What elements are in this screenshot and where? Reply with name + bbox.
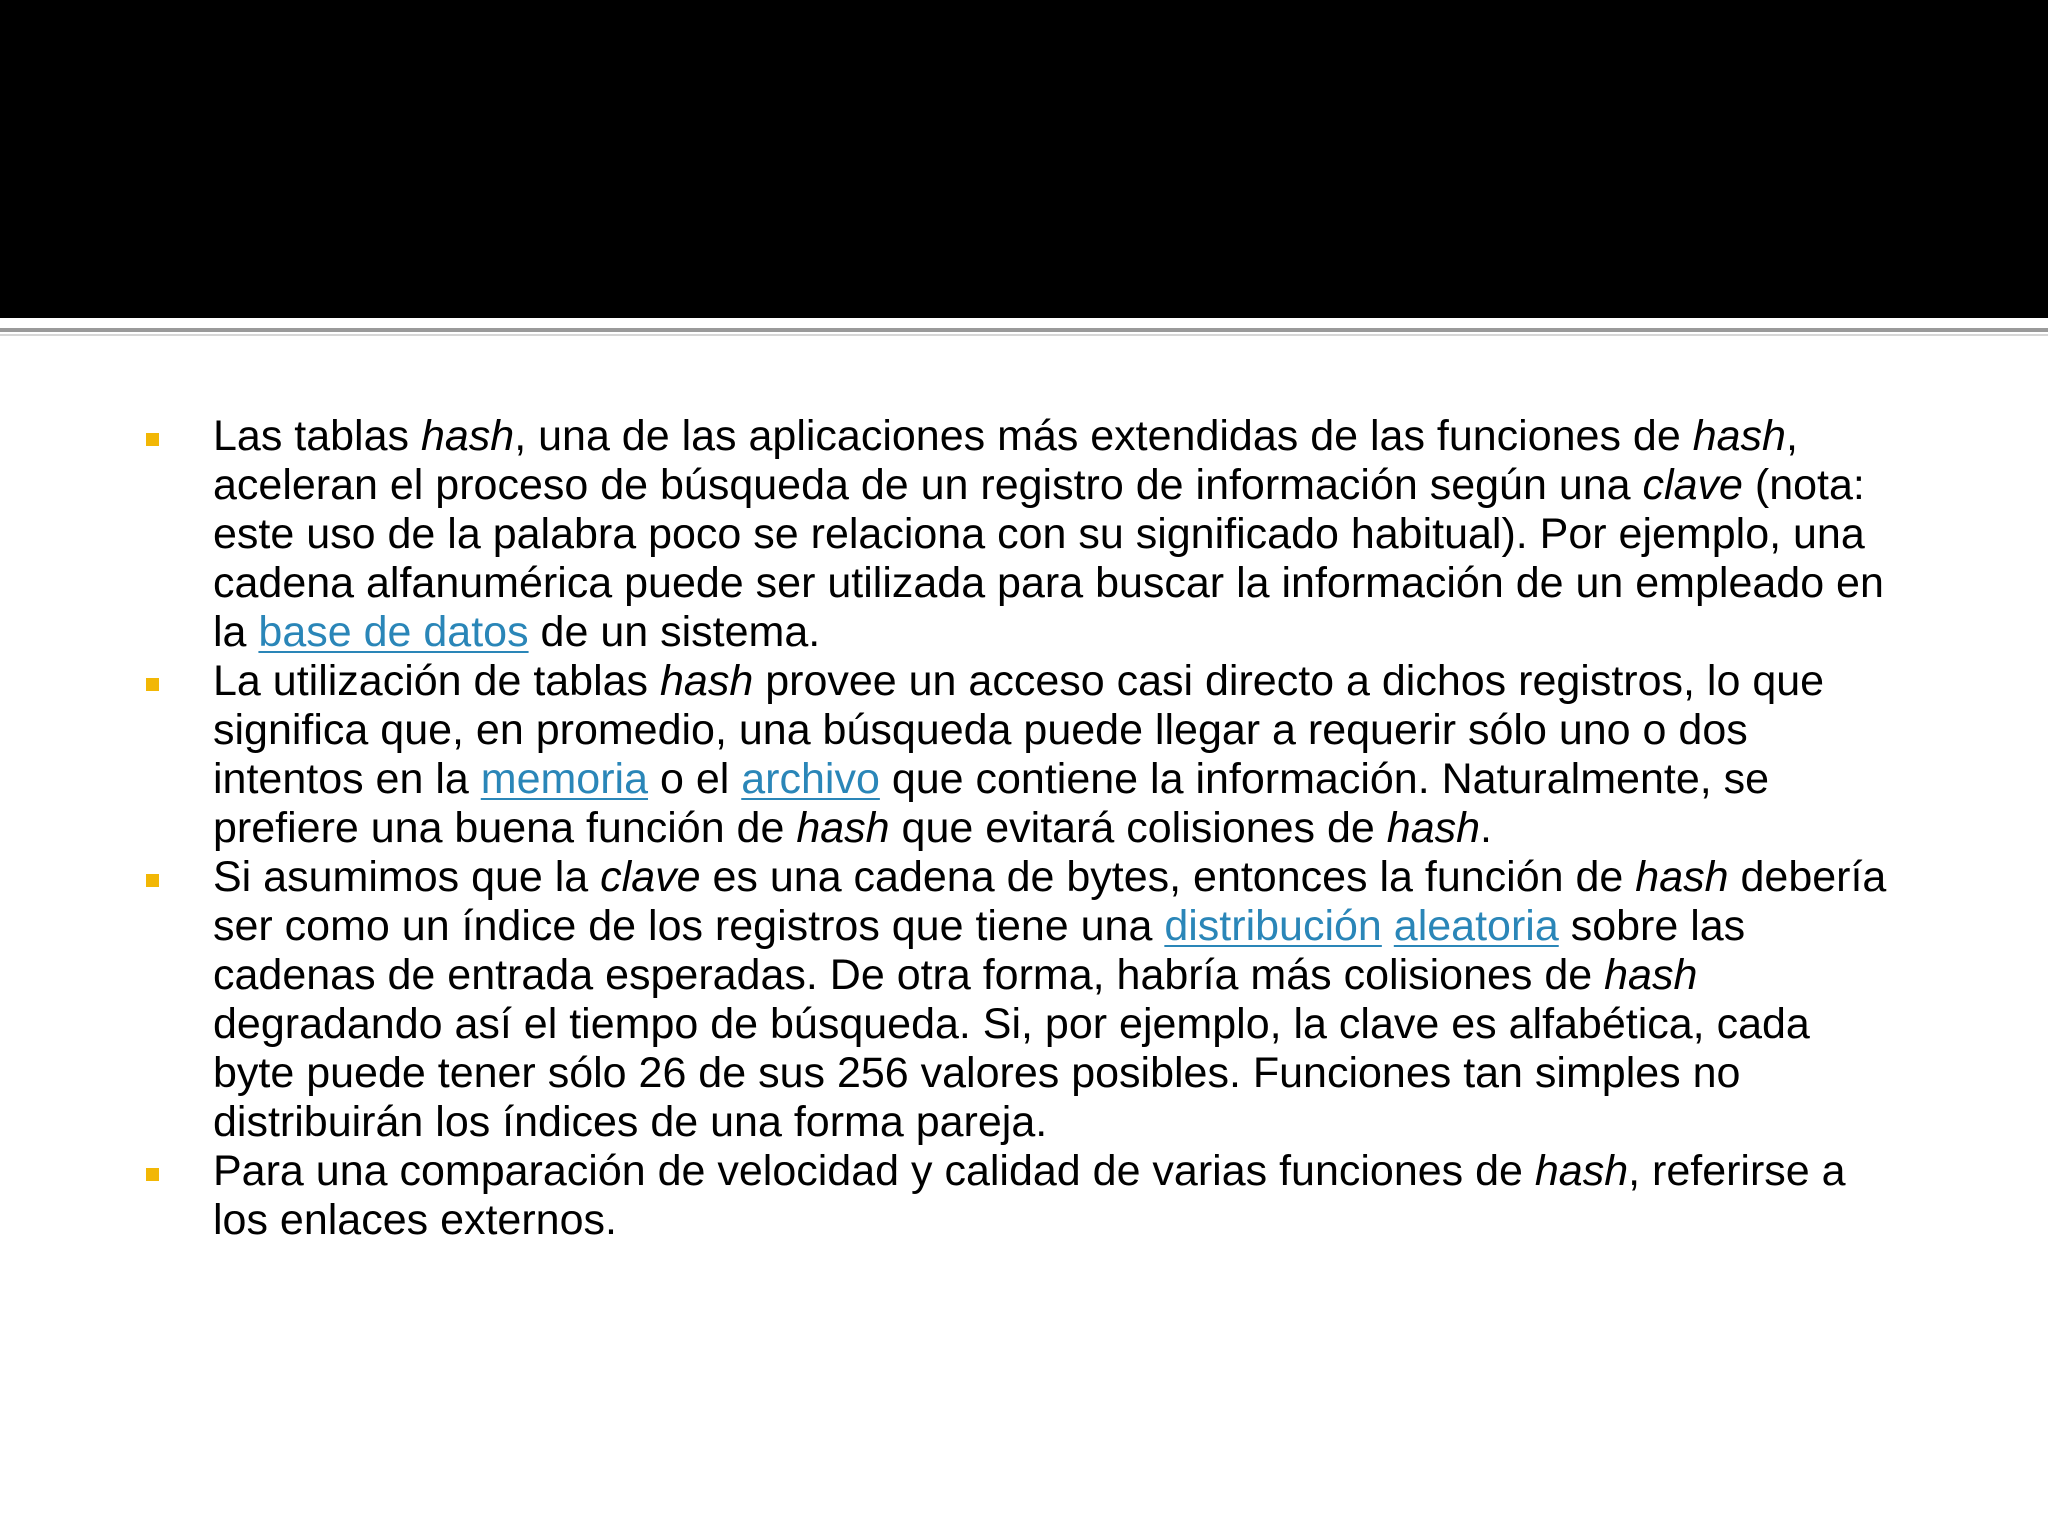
italic-term: clave	[600, 853, 701, 901]
italic-term: hash	[1386, 804, 1481, 852]
title-divider-rule	[0, 328, 2048, 332]
bullet-list	[143, 412, 1943, 1245]
bullet-item	[143, 657, 1943, 853]
bullet-text: La utilización de tablas hash provee un acceso casi directo a dichos registros, lo que significa que, en promedio, una búsqueda puede llegar a requerir sólo uno o dos intentos en la memoria o el archivo que contiene la información. Naturalmente, se prefiere una buena función de hash que evitará colisiones de hash.	[213, 657, 1825, 852]
italic-term: hash	[660, 657, 754, 705]
bullet-item	[143, 412, 1943, 657]
square-bullet-icon	[146, 678, 159, 691]
bullet-text: Si asumimos que la clave es una cadena de bytes, entonces la función de hash debería ser como un índice de los registros que tiene una distribución aleatoria sobre las cadenas de entrada esperadas. De otra forma, habría más colisiones de hash degradando así el tiempo de búsqueda. Si, por ejemplo, la clave es alfabética, cada byte puede tener sólo 26 de sus 256 valores posibles. Funciones tan simples no distribuirán los índices de una forma pareja.	[213, 853, 1887, 1146]
link-memoria[interactable]: memoria	[480, 755, 649, 803]
italic-term: hash	[1635, 853, 1729, 901]
bullet-item	[143, 853, 1943, 1147]
italic-term: hash	[1604, 951, 1698, 999]
link-distribucion[interactable]: distribución	[1164, 902, 1382, 950]
italic-term: clave	[1642, 461, 1743, 509]
link-archivo[interactable]: archivo	[741, 755, 880, 803]
link-base-de-datos[interactable]: base de datos	[258, 608, 529, 656]
italic-term: hash	[1692, 412, 1786, 460]
square-bullet-icon	[146, 433, 159, 446]
italic-term: hash	[420, 412, 515, 460]
square-bullet-icon	[146, 1168, 159, 1181]
bullet-item	[143, 1147, 1943, 1245]
bullet-text: Las tablas hash, una de las aplicaciones más extendidas de las funciones de hash, aceleran el proceso de búsqueda de un registro de información según una clave (nota: este uso de la palabra poco se relaciona con su significado habitual). Por ejemplo, una cadena alfanumérica puede ser utilizada para buscar la información de un empleado en la base de datos de un sistema.	[213, 412, 1884, 656]
italic-term: hash	[796, 804, 890, 852]
square-bullet-icon	[146, 874, 159, 887]
italic-term: hash	[1534, 1147, 1629, 1195]
title-band	[0, 0, 2048, 318]
link-aleatoria[interactable]: aleatoria	[1393, 902, 1559, 950]
bullet-text: Para una comparación de velocidad y calidad de varias funciones de hash, referirse a los enlaces externos.	[213, 1147, 1846, 1244]
title-divider-rule-light	[0, 334, 2048, 336]
title-divider-white	[0, 318, 2048, 326]
